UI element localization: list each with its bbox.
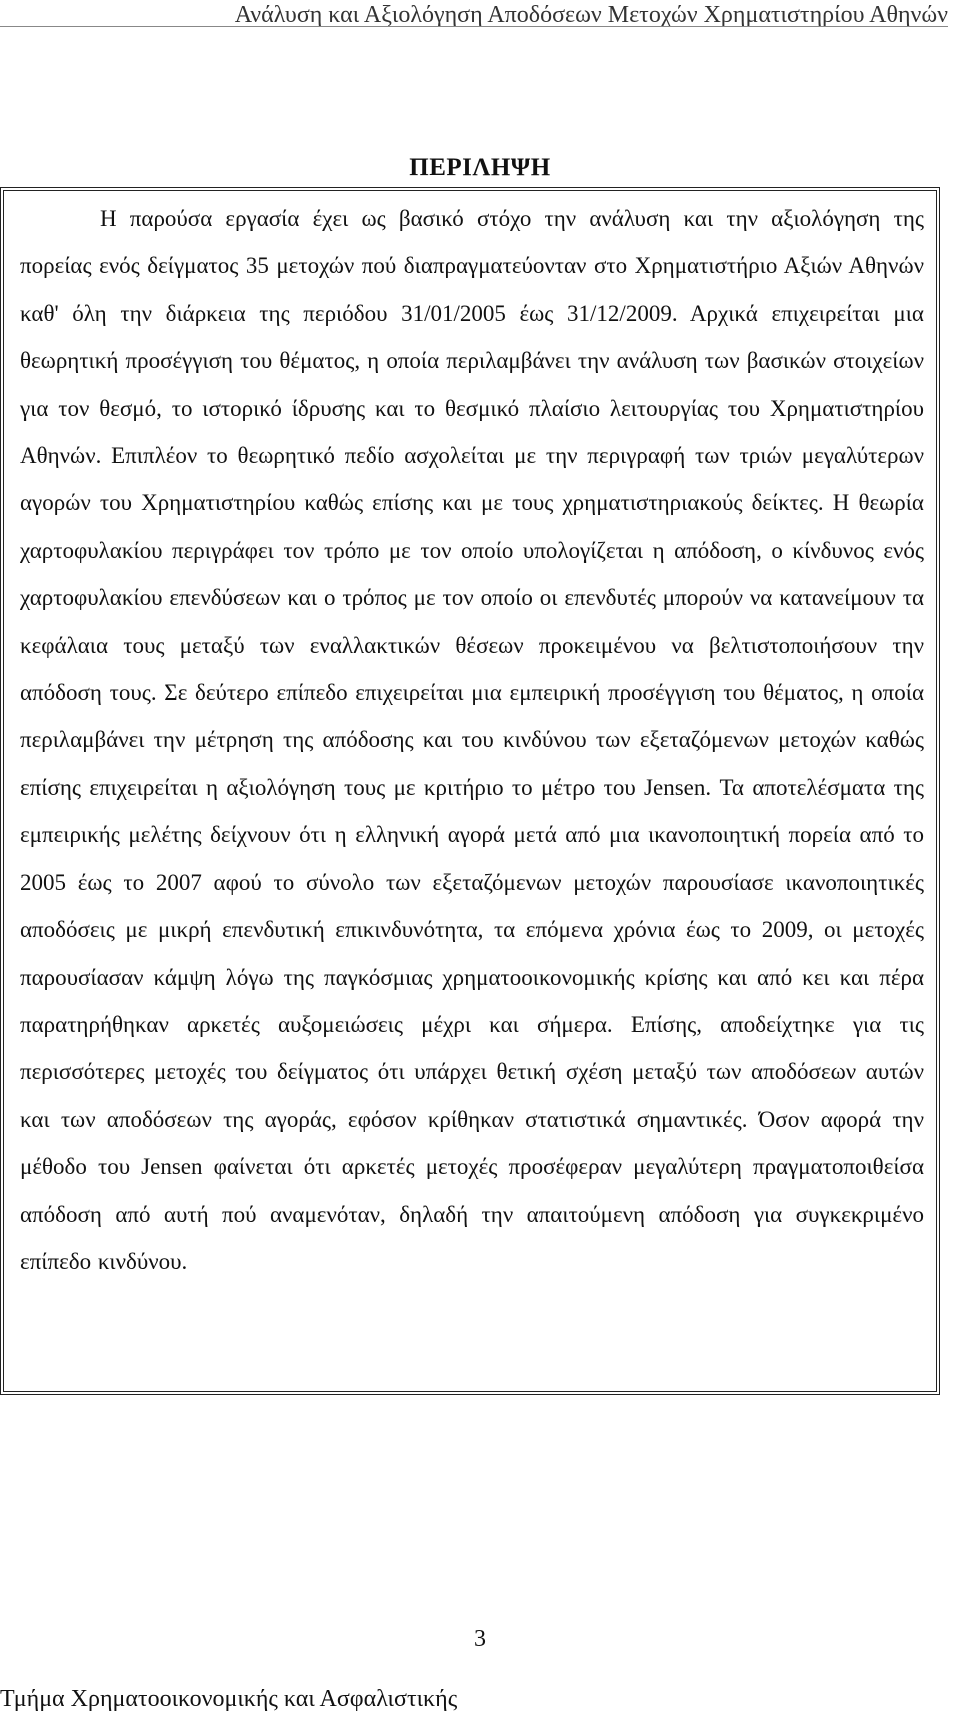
header-divider — [0, 26, 948, 27]
section-title: ΠΕΡΙΛΗΨΗ — [409, 153, 551, 181]
running-footer: Τμήμα Χρηματοοικονομικής και Ασφαλιστικής — [0, 1686, 458, 1712]
abstract-text: Η παρούσα εργασία έχει ως βασικό στόχο την ανάλυση και την αξιολόγηση της πορείας ενός δείγματος 35 μετοχών πού διαπραγματεύονταν στο Χρηματιστήριο Αξιών Αθηνών καθ' όλη την διάρκεια της περιόδου 31/01/2005 έως 31/12/2009. Αρχικά επιχειρείται μια θεωρητική προσέγγιση του θέματος, η οποία περιλαμβάνει την ανάλυση των βασικών στοιχείων για τον θεσμό, το ιστορικό ίδρυσης και το θεσμικό πλαίσιο λειτουργίας του Χρηματιστηρίου Αθηνών. Επιπλέον το θεωρητικό πεδίο ασχολείται με την περιγραφή των τριών μεγαλύτερων αγορών του Χρηματιστηρίου καθώς επίσης και με τους χρηματιστηριακούς δείκτες. Η θεωρία χαρτοφυλακίου περιγράφει τον τρόπο με τον οποίο υπολογίζεται η απόδοση, ο κίνδυνος ενός χαρτοφυλακίου επενδύσεων και ο τρόπος με τον οποίο οι επενδυτές μπορούν να κατανείμουν τα κεφάλαια τους μεταξύ των εναλλακτικών θέσεων προκειμένου να βελτιστοποιήσουν την απόδοση τους. Σε δεύτερο επίπεδο επιχειρείται μια εμπειρική προσέγγιση του θέματος, η οποία περιλαμβάνει την μέτρηση της απόδοσης και του κινδύνου των εξεταζόμενων μετοχών καθώς επίσης επιχειρείται η αξιολόγηση τους με κριτήριο το μέτρο του Jensen. Τα αποτελέσματα της εμπειρικής μελέτης δείχνουν ότι η ελληνική αγορά μετά από μια ικανοποιητική πορεία από το 2005 έως το 2007 αφού το σύνολο των εξεταζόμενων μετοχών παρουσίασε ικανοποιητικές αποδόσεις με μικρή επενδυτική επικινδυνότητα, τα επόμενα χρόνια έως το 2009, οι μετοχές παρουσίασαν κάμψη λόγω της παγκόσμιας χρηματοοικονομικής κρίσης και από κει και πέρα παρατηρήθηκαν αρκετές αυξομειώσεις μέχρι και σήμερα. Επίσης, αποδείχτηκε για τις περισσότερες μετοχές του δείγματος ότι υπάρχει θετική σχέση μεταξύ των αποδόσεων αυτών και των αποδόσεων της αγοράς, εφόσον κρίθηκαν στατιστικά σημαντικές. Όσον αφορά την μέθοδο του Jensen φαίνεται ότι αρκετές μετοχές προσέφεραν μεγαλύτερη πραγματοποιθείσα απόδοση από αυτή πού αναμενόταν, δηλαδή την απαιτούμενη απόδοση για συγκεκριμένο επίπεδο κινδύνου. — [20, 206, 924, 1274]
running-header: Ανάλυση και Αξιολόγηση Αποδόσεων Μετοχών Χρηματιστηρίου Αθηνών — [234, 2, 948, 28]
abstract-box — [0, 187, 940, 1395]
page-number: 3 — [474, 1626, 486, 1652]
